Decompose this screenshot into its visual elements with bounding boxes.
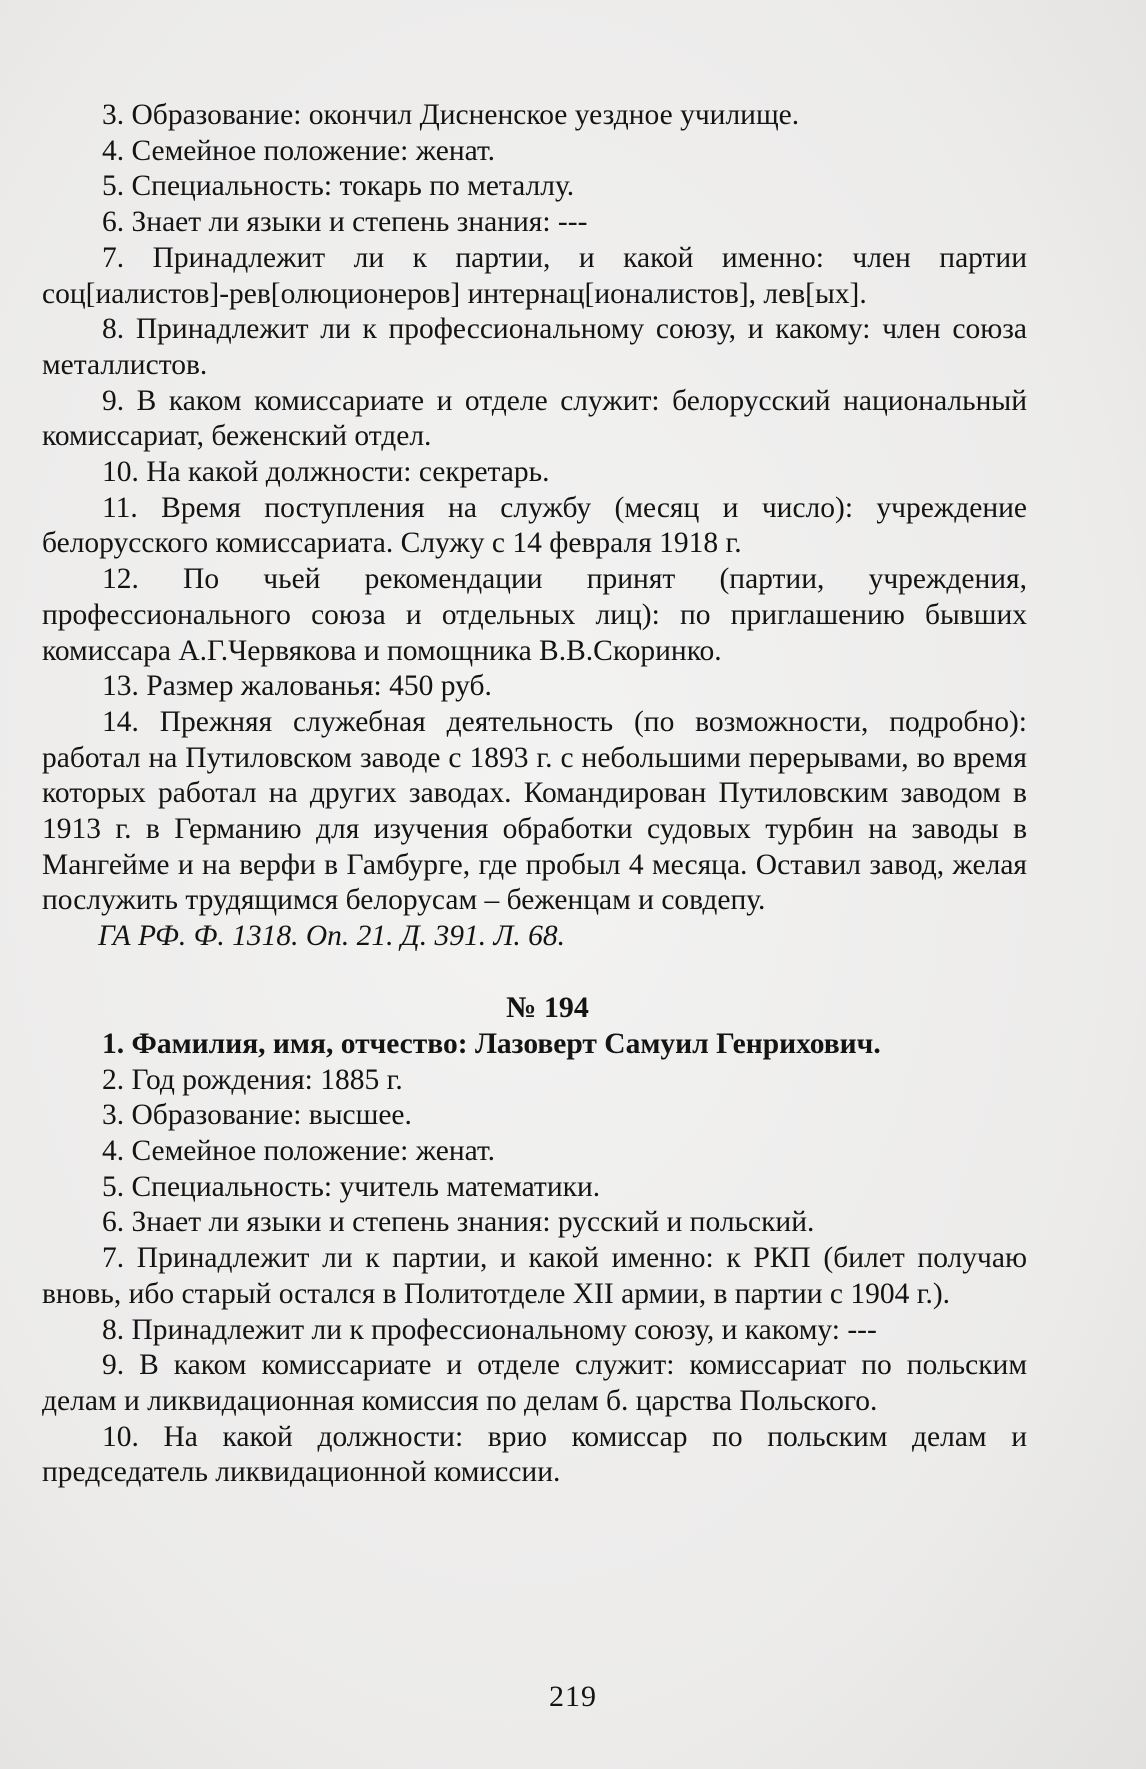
doc-a-item-5: 5. Специальность: токарь по металлу. (102, 170, 575, 203)
doc-a-item-9: 9. В каком комиссариате и отделе служит: белорусский национальный комиссариат, беженский отдел. (42, 384, 1027, 453)
page-number: 219 (549, 1680, 597, 1713)
doc-a-item-13: 13. Размер жалованья: 450 руб. (102, 670, 492, 703)
doc-b-item-5: 5. Специальность: учитель математики. (102, 1170, 601, 1203)
doc-b-item-3: 3. Образование: высшее. (102, 1099, 412, 1132)
doc-b-item-1: 1. Фамилия, имя, отчество: Лазоверт Самуил Генрихович. (102, 1027, 881, 1060)
doc-b-item-2: 2. Год рождения: 1885 г. (102, 1063, 403, 1096)
doc-b-item-8: 8. Принадлежит ли к профессиональному союзу, и какому: --- (102, 1313, 877, 1346)
doc-a-item-11: 11. Время поступления на службу (месяц и число): учреждение белорусского комиссариата. Служу с 14 февраля 1918 г. (42, 491, 1027, 560)
doc-a-item-10: 10. На какой должности: секретарь. (102, 456, 550, 489)
doc-b-item-10: 10. На какой должности: врио комиссар по польским делам и председатель ликвидационной комиссии. (42, 1420, 1027, 1489)
document-number: № 194 (506, 990, 589, 1024)
doc-b-item-6: 6. Знает ли языки и степень знания: русский и польский. (102, 1206, 815, 1239)
doc-a-item-14: 14. Прежняя служебная деятельность (по возможности, подробно): работал на Путиловском заводе с 1893 г. с небольшими перерывами, во время которых работал на других заводах. Командирован Путиловским заводом в 1913 г. в Германию для изучения обработки судовых турбин на заводы в Мангейме и на верфи в Гамбурге, где пробыл 4 месяца. Оставил завод, желая послужить трудящимся белорусам – беженцам и совдепу. (42, 705, 1027, 917)
doc-b-item-4: 4. Семейное положение: женат. (102, 1134, 496, 1167)
doc-a-item-4: 4. Семейное положение: женат. (102, 134, 496, 167)
doc-a-item-8: 8. Принадлежит ли к профессиональному союзу, и какому: член союза металлистов. (42, 313, 1027, 381)
archive-source: ГА РФ. Ф. 1318. Оп. 21. Д. 391. Л. 68. (98, 920, 566, 953)
doc-b-item-7: 7. Принадлежит ли к партии, и какой именно: к РКП (билет получаю вновь, ибо старый остался в Политотделе XII армии, в партии с 1904 г.). (42, 1242, 1027, 1310)
doc-b-item-9: 9. В каком комиссариате и отделе служит: комиссариат по польским делам и ликвидационная комиссия по делам б. царства Польского. (42, 1349, 1027, 1417)
doc-a-item-3: 3. Образование: окончил Дисненское уездное училище. (102, 99, 800, 131)
doc-a-item-6: 6. Знает ли языки и степень знания: --- (102, 206, 588, 239)
doc-a-item-7: 7. Принадлежит ли к партии, и какой именно: член партии соц[иалистов]-рев[олюционеров] интернац[ионалистов], лев[ых]. (42, 241, 1027, 310)
doc-a-item-12: 12. По чьей рекомендации принят (партии, учреждения, профессионального союза и отдельных лиц): по приглашению бывших комиссара А.Г.Червякова и помощника В.В.Скоринко. (42, 563, 1027, 667)
page-body (42, 98, 1027, 1491)
